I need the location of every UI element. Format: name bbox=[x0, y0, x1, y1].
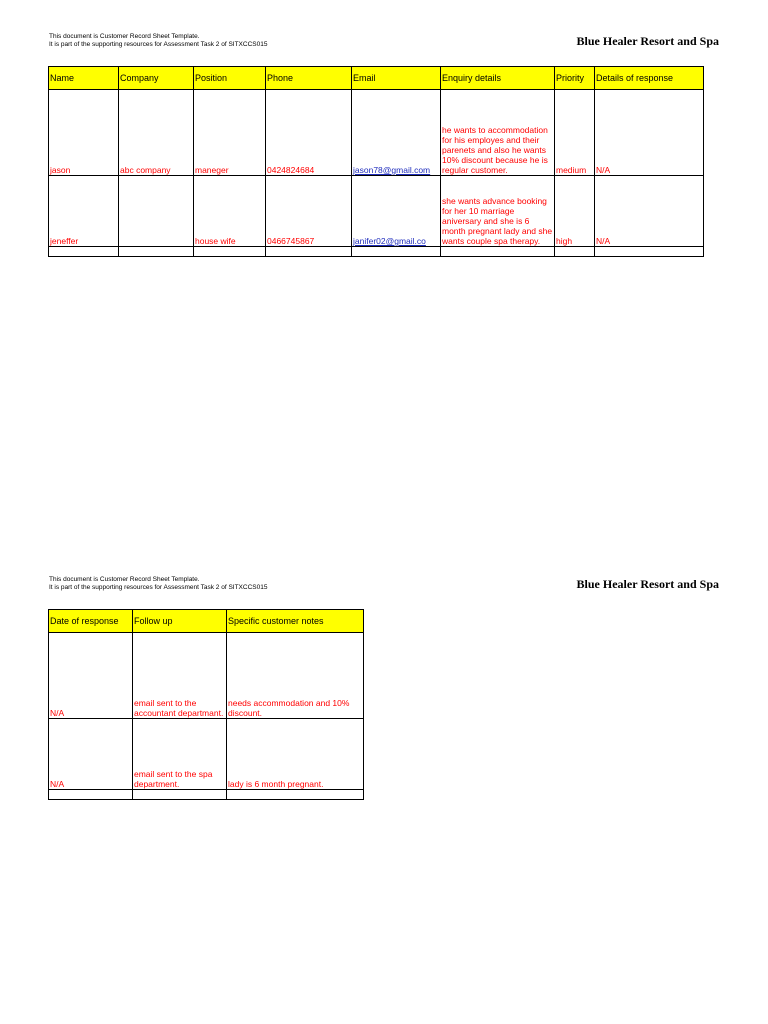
cell-company bbox=[119, 176, 194, 247]
empty-cell bbox=[119, 247, 194, 257]
header-phone: Phone bbox=[266, 67, 352, 90]
cell-customer-notes: needs accommodation and 10% discount. bbox=[227, 633, 364, 719]
follow-up-table bbox=[48, 609, 364, 800]
cell-priority: medium bbox=[555, 90, 595, 176]
header-enquiry-details: Enquiry details bbox=[441, 67, 555, 90]
empty-cell bbox=[227, 790, 364, 800]
email-link[interactable]: janifer02@gmail.co bbox=[352, 176, 441, 247]
email-link[interactable]: jason78@gmail.com bbox=[352, 90, 441, 176]
empty-cell bbox=[595, 247, 704, 257]
brand-title: Blue Healer Resort and Spa bbox=[576, 34, 719, 48]
empty-row bbox=[49, 247, 704, 257]
cell-position: maneger bbox=[194, 90, 266, 176]
cell-response: N/A bbox=[595, 90, 704, 176]
header-priority: Priority bbox=[555, 67, 595, 90]
empty-cell bbox=[352, 247, 441, 257]
customer-record-table bbox=[48, 66, 704, 257]
document-note-line-2: It is part of the supporting resources for Assessment Task 2 of SITXCCS015 bbox=[49, 40, 268, 48]
header-date-of-response: Date of response bbox=[49, 610, 133, 633]
cell-enquiry: he wants to accommodation for his employes and their parenets and also he wants 10% discount because he is regular customer. bbox=[441, 90, 555, 176]
cell-customer-notes: lady is 6 month pregnant. bbox=[227, 719, 364, 790]
header-follow-up: Follow up bbox=[133, 610, 227, 633]
empty-cell bbox=[441, 247, 555, 257]
empty-cell bbox=[49, 247, 119, 257]
table-row bbox=[49, 176, 704, 247]
cell-priority: high bbox=[555, 176, 595, 247]
header-specific-customer-notes: Specific customer notes bbox=[227, 610, 364, 633]
document-note bbox=[49, 576, 267, 591]
document-note-line-2: It is part of the supporting resources for Assessment Task 2 of SITXCCS015 bbox=[49, 583, 268, 591]
empty-cell bbox=[266, 247, 352, 257]
cell-name: jeneffer bbox=[49, 176, 119, 247]
cell-date-of-response: N/A bbox=[49, 633, 133, 719]
cell-enquiry: she wants advance booking for her 10 marriage aniversary and she is 6 month pregnant lady and she wants couple spa therapy. bbox=[441, 176, 555, 247]
document-note-line-1: This document is Customer Record Sheet Template. bbox=[49, 33, 200, 40]
brand-title: Blue Healer Resort and Spa bbox=[576, 577, 719, 591]
header-email: Email bbox=[352, 67, 441, 90]
table-header-row bbox=[49, 67, 704, 90]
cell-date-of-response: N/A bbox=[49, 719, 133, 790]
empty-cell bbox=[194, 247, 266, 257]
empty-row bbox=[49, 790, 364, 800]
table-row bbox=[49, 90, 704, 176]
empty-cell bbox=[49, 790, 133, 800]
cell-company: abc company bbox=[119, 90, 194, 176]
cell-follow-up: email sent to the accountant departmant. bbox=[133, 633, 227, 719]
table-row bbox=[49, 719, 364, 790]
empty-cell bbox=[555, 247, 595, 257]
cell-phone: 0466745867 bbox=[266, 176, 352, 247]
document-note bbox=[49, 33, 267, 48]
table-row bbox=[49, 633, 364, 719]
header-details-of-response: Details of response bbox=[595, 67, 704, 90]
cell-position: house wife bbox=[194, 176, 266, 247]
document-note-line-1: This document is Customer Record Sheet Template. bbox=[49, 576, 200, 583]
cell-name: jason bbox=[49, 90, 119, 176]
header-position: Position bbox=[194, 67, 266, 90]
header-name: Name bbox=[49, 67, 119, 90]
cell-phone: 0424824684 bbox=[266, 90, 352, 176]
cell-response: N/A bbox=[595, 176, 704, 247]
empty-cell bbox=[133, 790, 227, 800]
table-header-row bbox=[49, 610, 364, 633]
header-company: Company bbox=[119, 67, 194, 90]
cell-follow-up: email sent to the spa department. bbox=[133, 719, 227, 790]
